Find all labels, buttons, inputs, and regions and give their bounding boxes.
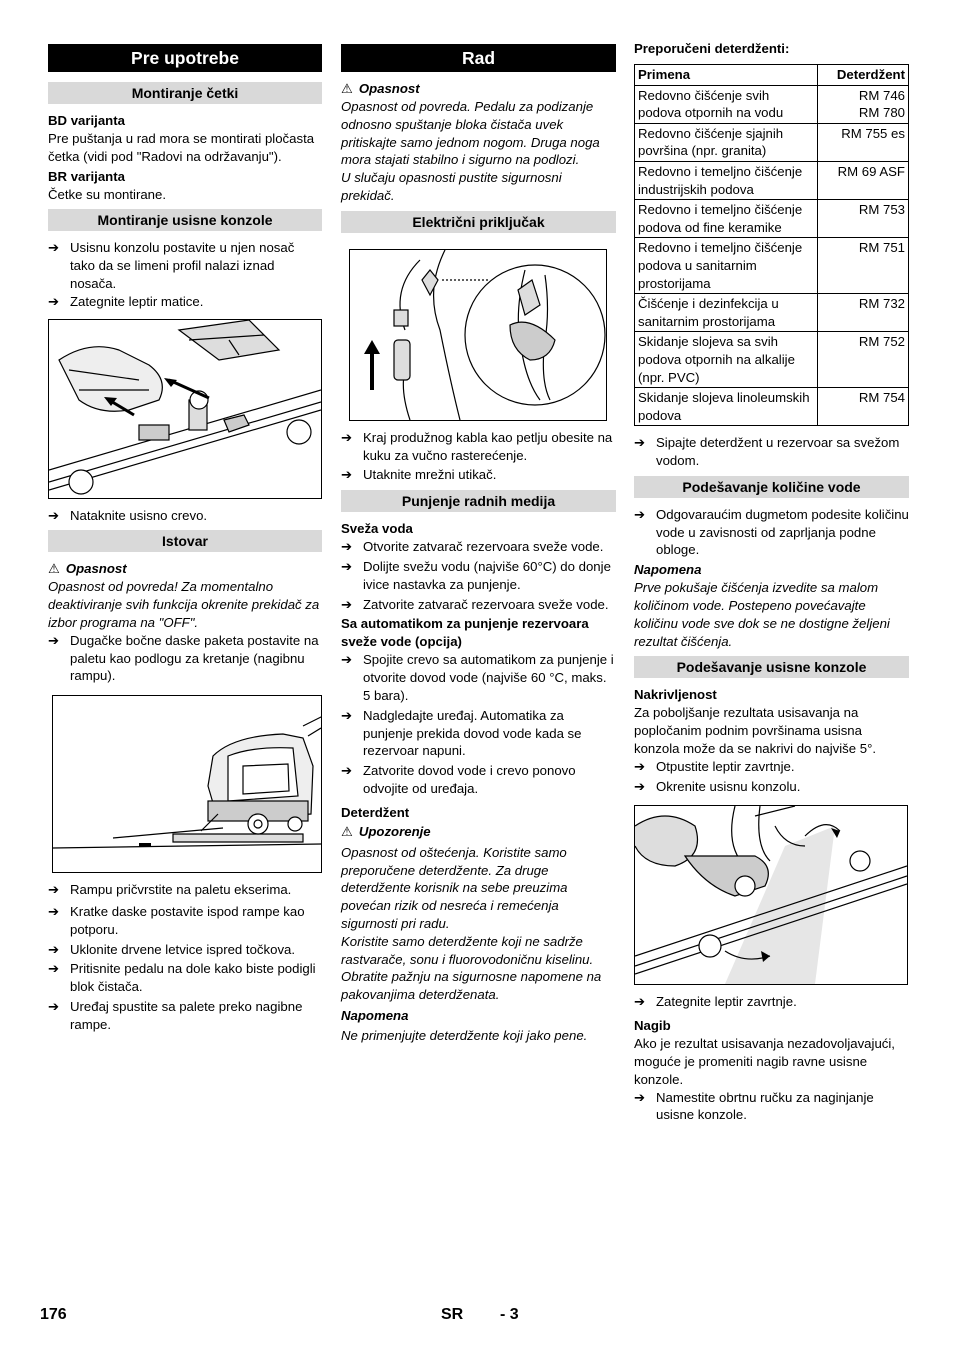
column-1 xyxy=(48,44,322,1034)
table-header-primena: Primena xyxy=(635,65,818,86)
table-row xyxy=(635,294,909,332)
step-item: ➔ Zategnite leptir zavrtnje. xyxy=(634,994,797,1010)
step-item: ➔ Utaknite mrežni utikač. xyxy=(341,467,497,483)
warning-triangle-icon: ⚠ xyxy=(341,823,353,839)
step-item: ➔ Kraj produžnog kabla kao petlju obesite na kuku za vučno rasterećenje. xyxy=(341,429,613,463)
section-title-rad: Rad xyxy=(341,44,616,72)
step-item: ➔ Kratke daske postavite ispod rampe kao potporu. xyxy=(48,903,305,937)
table-row xyxy=(635,388,909,426)
text-nakrivljenost: Za poboljšanje rezultata usisavanja na popločanim podnim površinama usisna konzola može da se nakrivi do najviše 5°. xyxy=(634,705,877,757)
column-2 xyxy=(341,44,616,1045)
figure-usisna-konzola-montaza xyxy=(48,319,322,499)
text-nagib: Ako je rezultat usisavanja nezadovoljavajući, moguće je promeniti nagib ravne usisne konzole. xyxy=(634,1036,895,1087)
arrow-icon: ➔ xyxy=(341,596,353,612)
step-item: ➔ Otpustite leptir zavrtnje. xyxy=(634,758,795,774)
step-item: ➔ Dugačke bočne daske paketa postavite na paletu kao podlogu za kretanje (nagibnu rampu). xyxy=(48,632,319,684)
table-cell-deterdzent: RM 755 es xyxy=(818,123,909,161)
table-cell-primena: Redovno i temeljno čišćenje podova u sanitarnim prostorijama xyxy=(635,238,818,294)
warning-triangle-icon: ⚠ xyxy=(341,81,353,96)
language-code: SR xyxy=(441,1306,464,1323)
table-cell-primena: Skidanje slojeva linoleumskih podova xyxy=(635,388,818,426)
figure-usisna-konzola-nakrivljenost xyxy=(634,805,908,985)
heading-podesavanje-kolicine-vode: Podešavanje količine vode xyxy=(634,476,909,498)
step-item: ➔ Sipajte deterdžent u rezervoar sa svežom vodom. xyxy=(634,435,900,469)
illustration-squeegee-mount xyxy=(49,320,321,498)
table-row xyxy=(635,332,909,388)
table-row xyxy=(635,85,909,123)
text-br-varijanta: Četke su montirane. xyxy=(48,186,167,202)
illustration-machine-on-pallet xyxy=(53,696,321,872)
step-item: ➔ Pritisnite pedalu na dole kako biste podigli blok čistača. xyxy=(48,961,316,995)
label-nakrivljenost: Nakrivljenost xyxy=(634,687,717,703)
heading-podesavanje-usisne-konzole: Podešavanje usisne konzole xyxy=(634,656,909,678)
arrow-icon: ➔ xyxy=(634,435,646,451)
table-cell-deterdzent: RM 754 xyxy=(818,388,909,426)
step-item: ➔ Spojite crevo sa automatikom za punjenje i otvorite dovod vode (najviše 60 °C, maks. 5 bara). xyxy=(341,652,614,703)
step-item: ➔ Uređaj spustite sa palete preko nagibne rampe. xyxy=(48,998,303,1032)
table-cell-deterdzent: RM 69 ASF xyxy=(818,161,909,199)
arrow-icon: ➔ xyxy=(634,758,646,774)
figure-elektricni-kabl xyxy=(349,249,607,421)
label-nagib: Nagib xyxy=(634,1018,671,1034)
figure-istovar-rampa xyxy=(52,695,322,873)
step-item: ➔ Usisnu konzolu postavite u njen nosač tako da se limeni profil nalazi iznad nosača. xyxy=(48,240,295,291)
step-item: ➔ Nataknite usisno crevo. xyxy=(48,507,208,523)
table-header-deterdzent: Deterdžent xyxy=(818,65,909,86)
label-automatika: Sa automatikom za punjenje rezervoara sveže vode (opcija) xyxy=(341,616,589,650)
arrow-icon: ➔ xyxy=(48,961,60,977)
note-title: Napomena xyxy=(341,1007,409,1023)
detergent-table xyxy=(634,64,909,426)
illustration-cable-hook xyxy=(350,250,606,420)
warning-text-2: U slučaju opasnosti pustite sigurnosni prekidač. xyxy=(341,170,562,203)
arrow-icon: ➔ xyxy=(634,506,646,522)
arrow-icon: ➔ xyxy=(341,707,353,723)
caution-text-2: Koristite samo deterdžente koji ne sadrže rastvarače, sonu i fluorovodoničnu kiselinu. Obratite pažnju na sigurnosne napomene na pakovanjima deterdženata. xyxy=(341,933,602,1003)
table-row xyxy=(635,123,909,161)
table-cell-primena: Redovno čišćenje sjajnih površina (npr. granita) xyxy=(635,123,818,161)
table-cell-deterdzent: RM 732 xyxy=(818,294,909,332)
warning-title: ⚠ Opasnost xyxy=(48,561,127,577)
label-deterdzent: Deterdžent xyxy=(341,804,410,820)
label-br-varijanta: BR varijanta xyxy=(48,168,125,184)
table-row xyxy=(635,200,909,238)
note-title: Napomena xyxy=(634,562,702,578)
arrow-icon: ➔ xyxy=(48,632,60,648)
table-cell-primena: Čišćenje i dezinfekcija u sanitarnim prostorijama xyxy=(635,294,818,332)
label-sveza-voda: Sveža voda xyxy=(341,521,413,537)
arrow-icon: ➔ xyxy=(341,763,353,779)
table-cell-deterdzent: RM 746 RM 780 xyxy=(818,85,909,123)
table-cell-primena: Redovno i temeljno čišćenje industrijskih podova xyxy=(635,161,818,199)
step-item: ➔ Otvorite zatvarač rezervoara sveže vode. xyxy=(341,539,604,555)
table-cell-primena: Skidanje slojeva sa svih podova otpornih na alkalije (npr. PVC) xyxy=(635,332,818,388)
heading-punjenje-radnih-medija: Punjenje radnih medija xyxy=(341,490,616,512)
step-item: ➔ Dolijte svežu vodu (najviše 60°C) do donje ivice nastavka za punjenje. xyxy=(341,558,611,592)
arrow-icon: ➔ xyxy=(341,558,353,574)
step-item: ➔ Zatvorite zatvarač rezervoara sveže vode. xyxy=(341,596,609,612)
page-number: 176 xyxy=(40,1306,67,1323)
arrow-icon: ➔ xyxy=(341,652,353,668)
note-text: Prve pokušaje čišćenja izvedite sa malom količinom vode. Postepeno povećavajte količinu vode sve dok se ne dostigne željeni rezultat čišćenja. xyxy=(634,580,890,649)
arrow-icon: ➔ xyxy=(341,467,353,483)
step-item: ➔ Zategnite leptir matice. xyxy=(48,293,204,309)
heading-montiranje-cetki: Montiranje četki xyxy=(48,82,322,104)
warning-text: Opasnost od povreda. Pedalu za podizanje odnosno spuštanje bloka čistača uvek pritiskajte samo jednom nogom. Druga noga mora stajati stabilno i sigurno na podlozi. xyxy=(341,99,600,168)
arrow-icon: ➔ xyxy=(634,1089,646,1105)
step-item: ➔ Rampu pričvrstite na paletu ekserima. xyxy=(48,882,292,898)
heading-elektricni-prikljucak: Električni priključak xyxy=(341,211,616,233)
warning-text: Opasnost od povreda! Za momentalno deaktiviranje svih funkcija okrenite prekidač za izbor programa na "OFF". xyxy=(48,579,320,630)
table-title: Preporučeni deterdženti: xyxy=(634,41,790,56)
warning-triangle-icon: ⚠ xyxy=(48,561,60,577)
arrow-icon: ➔ xyxy=(341,429,353,445)
arrow-icon: ➔ xyxy=(48,507,60,523)
arrow-icon: ➔ xyxy=(48,882,60,898)
arrow-icon: ➔ xyxy=(634,778,646,794)
section-title-pre-upotrebe: Pre upotrebe xyxy=(48,44,322,72)
note-text: Ne primenjujte deterdžente koji jako pene. xyxy=(341,1027,588,1043)
step-item: ➔ Zatvorite dovod vode i crevo ponovo odvojite od uređaja. xyxy=(341,763,576,796)
step-item: ➔ Odgovaraućim dugmetom podesite količinu vode u zavisnosti od zaprljanja podne obloge. xyxy=(634,506,909,558)
arrow-icon: ➔ xyxy=(48,998,60,1014)
arrow-icon: ➔ xyxy=(48,293,60,309)
step-item: ➔ Namestite obrtnu ručku za naginjanje usisne konzole. xyxy=(634,1089,874,1123)
step-item: ➔ Okrenite usisnu konzolu. xyxy=(634,778,801,794)
table-header-row xyxy=(635,65,909,86)
heading-montiranje-usisne-konzole: Montiranje usisne konzole xyxy=(48,209,322,231)
text-bd-varijanta: Pre puštanja u rad mora se montirati pločasta četka (vidi pod "Radovi na održavanju"). xyxy=(48,131,315,164)
arrow-icon: ➔ xyxy=(634,994,646,1010)
heading-istovar: Istovar xyxy=(48,530,322,552)
arrow-icon: ➔ xyxy=(341,539,353,555)
step-item: ➔ Uklonite drvene letvice ispred točkova. xyxy=(48,941,296,957)
caution-text: Opasnost od oštećenja. Koristite samo preporučene deterdžente. Za druge deterdžente korisnik na sebe preuzima povećan rizik od nesreća i remećenja sigurnosti pri radu. xyxy=(341,844,568,931)
caution-title: ⚠ Upozorenje xyxy=(341,823,431,839)
warning-title: ⚠ Opasnost xyxy=(341,81,420,96)
column-3 xyxy=(634,41,909,1124)
table-cell-primena: Redovno i temeljno čišćenje podova od fine keramike xyxy=(635,200,818,238)
table-cell-deterdzent: RM 751 xyxy=(818,238,909,294)
table-cell-deterdzent: RM 753 xyxy=(818,200,909,238)
step-item: ➔ Nadgledajte uređaj. Automatika za punjenje prekida dovod vode kada se rezervoar napuni. xyxy=(341,707,582,759)
table-row xyxy=(635,161,909,199)
illustration-squeegee-tilt xyxy=(635,806,907,984)
arrow-icon: ➔ xyxy=(48,903,60,919)
table-cell-deterdzent: RM 752 xyxy=(818,332,909,388)
table-cell-primena: Redovno čišćenje svih podova otpornih na vodu xyxy=(635,85,818,123)
table-row xyxy=(635,238,909,294)
arrow-icon: ➔ xyxy=(48,240,60,256)
arrow-icon: ➔ xyxy=(48,941,60,957)
sub-page-number: - 3 xyxy=(500,1306,519,1323)
label-bd-varijanta: BD varijanta xyxy=(48,113,125,128)
